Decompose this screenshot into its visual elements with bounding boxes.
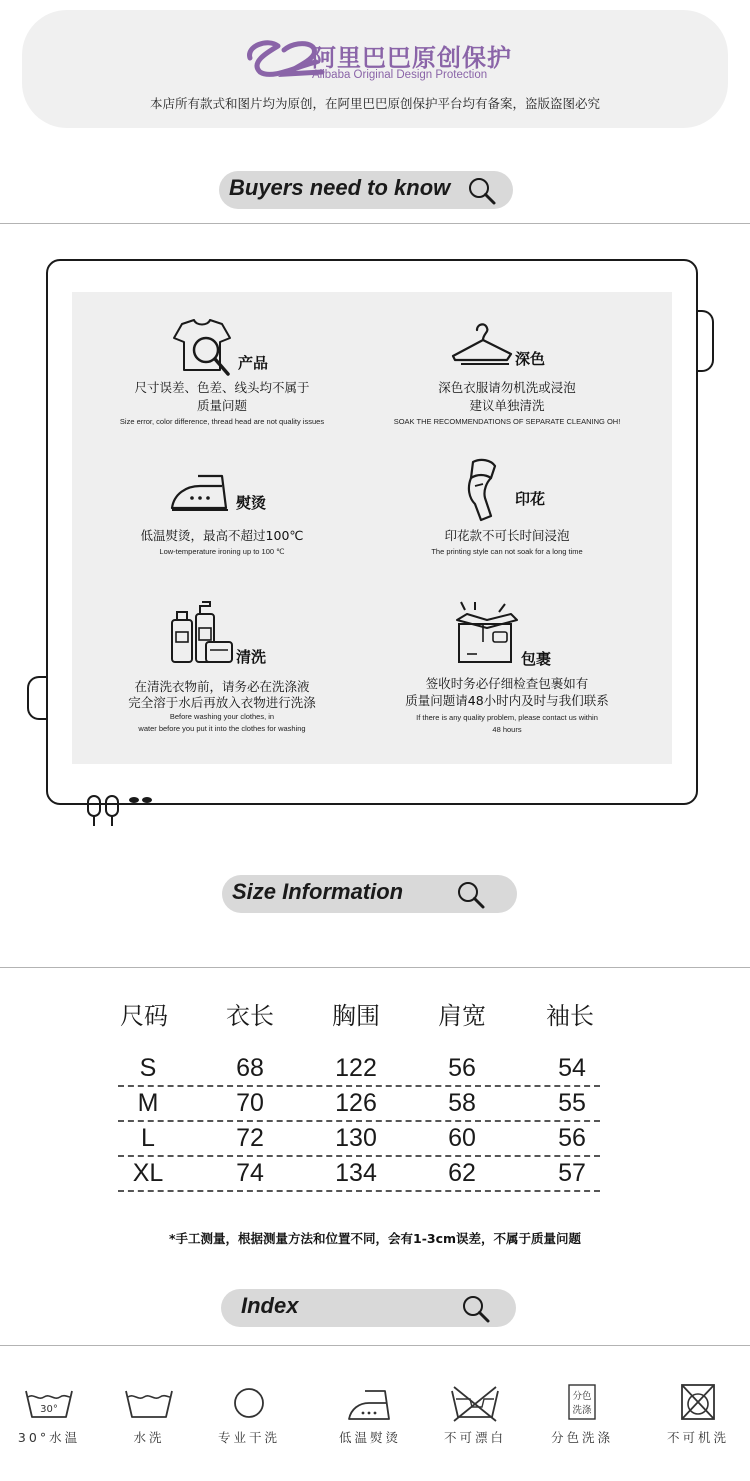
size-cell: 60 xyxy=(448,1124,476,1152)
care-desc-line: 质量问题请48小时内及时与我们联系 xyxy=(405,693,609,708)
care-desc-line: 深色衣服请勿机洗或浸泡 xyxy=(438,380,576,395)
index-label: 水洗 xyxy=(133,1430,165,1445)
size-row xyxy=(118,1157,600,1192)
size-row xyxy=(118,1122,600,1157)
search-icon xyxy=(461,1294,491,1324)
size-note: *手工测量，根据测量方法和位置不同，会有1-3cm误差，不属于质量问题 xyxy=(168,1231,582,1246)
care-item-dark xyxy=(357,292,657,442)
package-box-icon xyxy=(453,600,519,666)
index-item-separate-wash xyxy=(537,1380,627,1450)
size-cell: 72 xyxy=(236,1124,264,1152)
index-item-no-machine-wash xyxy=(653,1380,743,1450)
size-header: 胸围 xyxy=(332,1002,380,1030)
size-cell: M xyxy=(137,1089,159,1117)
care-desc-line: 在清洗衣物前，请务必在洗涤液 xyxy=(134,679,310,694)
section-pill-index xyxy=(221,1289,516,1327)
care-desc-line: 建议单独清洗 xyxy=(469,398,545,413)
care-desc-en: Size error, color difference, thread head are not quality issues xyxy=(119,417,325,426)
hanger-icon xyxy=(451,320,515,368)
index-item-wash-30 xyxy=(4,1380,94,1450)
divider xyxy=(0,223,750,224)
size-row xyxy=(118,1087,600,1122)
svg-text:分色: 分色 xyxy=(572,1391,592,1402)
size-cell: 122 xyxy=(335,1054,377,1082)
section-pill-buyers xyxy=(219,171,513,209)
size-cell: 70 xyxy=(236,1089,264,1117)
size-cell: S xyxy=(139,1054,157,1082)
size-cell: 55 xyxy=(558,1089,586,1117)
index-item-no-bleach xyxy=(430,1380,520,1450)
size-cell: L xyxy=(141,1124,155,1152)
size-header: 肩宽 xyxy=(438,1002,486,1030)
brand-notice: 本店所有款式和图片均为原创，在阿里巴巴原创保护平台均有备案，盗版盗图必究 xyxy=(149,96,600,111)
index-item-hand-wash xyxy=(104,1380,194,1450)
separate-wash-icon xyxy=(557,1383,607,1423)
index-label: 低温熨烫 xyxy=(338,1430,401,1445)
size-header: 尺码 xyxy=(120,1002,168,1030)
brand-banner xyxy=(22,10,728,128)
wash-30-icon xyxy=(24,1383,74,1423)
scarf-icon xyxy=(461,458,505,524)
size-cell: 68 xyxy=(236,1054,264,1082)
size-cell: 56 xyxy=(448,1054,476,1082)
size-cell: 58 xyxy=(448,1089,476,1117)
care-title: 包裹 xyxy=(521,650,552,668)
size-cell: 134 xyxy=(335,1159,377,1187)
detergent-bottles-icon xyxy=(168,598,234,664)
care-item-printing xyxy=(357,452,657,572)
index-item-low-iron xyxy=(325,1380,415,1450)
section-pill-size xyxy=(222,875,517,913)
care-desc-en: Low-temperature ironing up to 100 ℃ xyxy=(159,547,285,556)
care-desc-line: 低温熨烫，最高不超过100℃ xyxy=(140,528,304,543)
size-cell: XL xyxy=(132,1159,164,1187)
index-label: 30°水温 xyxy=(17,1430,81,1445)
care-title: 深色 xyxy=(515,350,546,368)
section-title-buyers: Buyers need to know xyxy=(229,175,451,200)
machine-knob-right xyxy=(697,310,714,372)
index-label: 专业干洗 xyxy=(217,1430,280,1445)
care-item-package xyxy=(357,592,657,742)
divider xyxy=(0,1345,750,1346)
care-desc-line: 尺寸误差、色差、线头均不属于 xyxy=(134,380,310,395)
size-header: 衣长 xyxy=(226,1002,274,1030)
no-bleach-icon xyxy=(450,1383,500,1423)
section-title-size: Size Information xyxy=(232,879,404,904)
hand-wash-icon xyxy=(124,1383,174,1423)
care-desc-en: SOAK THE RECOMMENDATIONS OF SEPARATE CLEANING OH! xyxy=(393,417,621,426)
svg-text:洗涤: 洗涤 xyxy=(572,1405,592,1416)
care-item-ironing xyxy=(72,452,372,572)
size-cell: 62 xyxy=(448,1159,476,1187)
machine-dots-icon xyxy=(128,796,158,804)
care-title: 印花 xyxy=(515,490,546,508)
brand-subtitle: Alibaba Original Design Protection xyxy=(312,69,488,81)
care-desc-line: 签收时务必仔细检查包裹如有 xyxy=(425,676,589,691)
size-cell: 57 xyxy=(558,1159,586,1187)
size-cell: 54 xyxy=(558,1054,586,1082)
dry-clean-icon xyxy=(224,1383,274,1423)
brand-title: 阿里巴巴原创保护 xyxy=(312,44,512,72)
section-title-index: Index xyxy=(241,1293,299,1318)
care-title: 熨烫 xyxy=(236,494,267,512)
care-item-washing xyxy=(72,592,372,742)
care-title: 清洗 xyxy=(236,648,267,666)
svg-text:30°: 30° xyxy=(40,1404,58,1415)
divider xyxy=(0,967,750,968)
care-info-panel xyxy=(72,292,672,764)
care-desc-en: If there is any quality problem, please contact us within xyxy=(416,713,598,722)
index-item-dry-clean xyxy=(204,1380,294,1450)
search-icon xyxy=(456,880,486,910)
size-cell: 74 xyxy=(236,1159,264,1187)
care-item-product xyxy=(72,292,372,442)
care-desc-en: Before washing your clothes, in xyxy=(169,712,275,721)
tshirt-magnifier-icon xyxy=(168,318,238,380)
care-desc-line: 完全溶于水后再放入衣物进行洗涤 xyxy=(128,695,316,710)
search-icon xyxy=(467,176,497,206)
low-iron-icon xyxy=(345,1383,395,1423)
care-title: 产品 xyxy=(238,354,269,372)
care-desc-line: 质量问题 xyxy=(196,398,247,413)
no-machine-wash-icon xyxy=(673,1383,723,1423)
index-label: 不可漂白 xyxy=(443,1430,506,1445)
machine-feet-icon xyxy=(86,794,126,828)
index-label: 分色洗涤 xyxy=(550,1430,613,1445)
size-row xyxy=(118,1052,600,1087)
size-cell: 130 xyxy=(335,1124,377,1152)
size-cell: 56 xyxy=(558,1124,586,1152)
care-desc-line: 印花款不可长时间浸泡 xyxy=(444,528,570,543)
care-desc-en: 48 hours xyxy=(492,725,522,734)
size-header: 袖长 xyxy=(546,1002,594,1030)
index-label: 不可机洗 xyxy=(666,1430,729,1445)
care-desc-en: The printing style can not soak for a long time xyxy=(431,547,583,556)
machine-knob-left xyxy=(27,676,47,720)
iron-icon xyxy=(170,472,234,512)
size-cell: 126 xyxy=(335,1089,377,1117)
care-desc-en: water before you put it into the clothes for washing xyxy=(138,724,306,733)
